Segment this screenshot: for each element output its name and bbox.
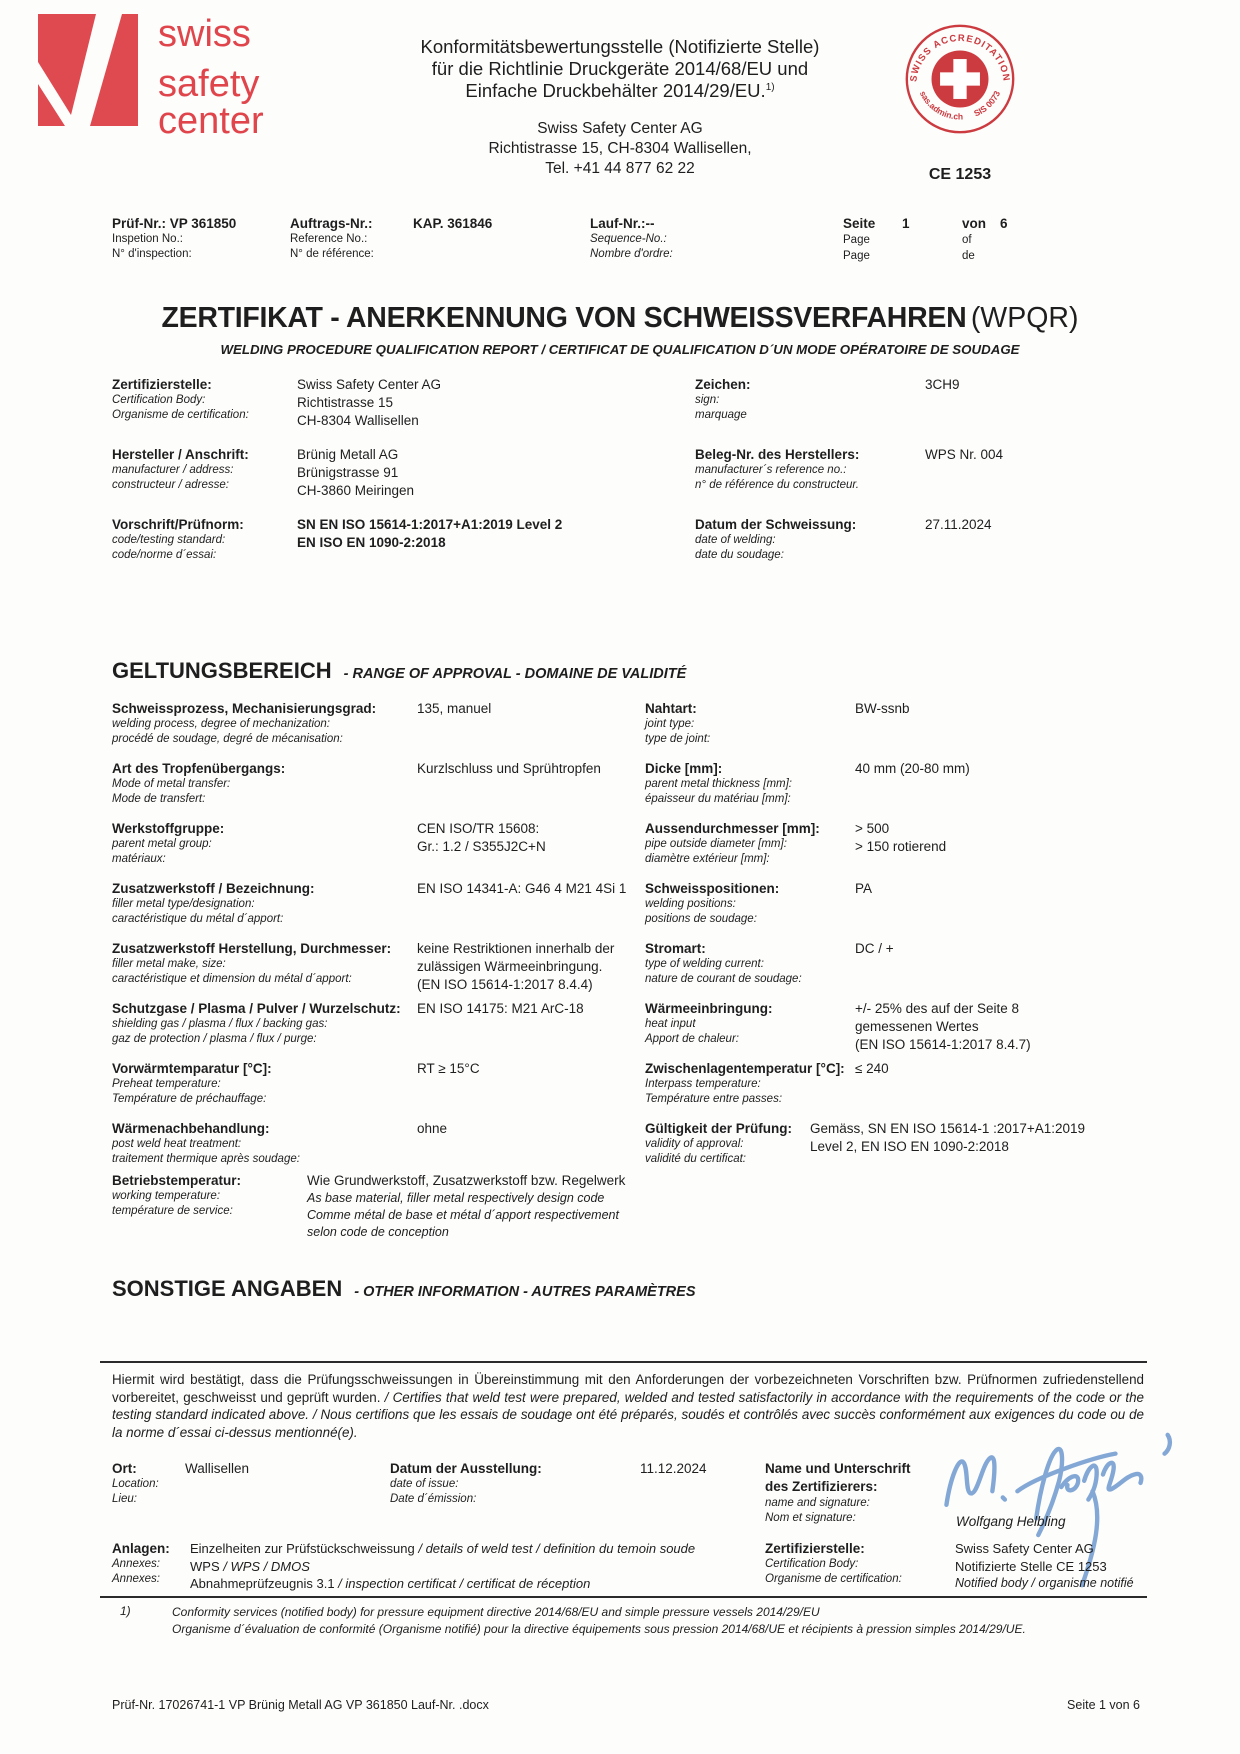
row-working-temperature: Betriebstemperatur: working temperature: température de service: Wie Grundwerkstoff, Zusatzwerkstoff bzw. Regelwerk As base material, filler metal respectively design code Comme métal de base et métal d´apport respectivement selon code de conception <box>112 1173 626 1239</box>
meta-row <box>0 215 1240 275</box>
statement-en: / Certifies that weld test were prepared, welded and tested satisfactorily in accordance with the requirements of the code or the testing standard indicated above. <box>112 1389 1144 1423</box>
annexes-label: Anlagen: Annexes: Annexes: <box>112 1541 170 1585</box>
page-indicator: Seite 1 von 6 <box>1067 1698 1140 1712</box>
sign-label: Zeichen: sign: marquage <box>695 377 751 421</box>
row-preheat-temperature: Vorwärmtemparatur [°C]: Preheat temperature: Température de préchauffage: RT ≥ 15°C Zwischenlagentemperatur [°C]: Interpass temperature: Température entre passes: ≤ 240 <box>112 1061 889 1105</box>
org-name: Swiss Safety Center AG <box>537 120 703 137</box>
swiss-accreditation-seal-icon <box>903 22 1017 136</box>
document-title <box>0 302 1240 357</box>
svg-text:sas.admin.ch: sas.admin.ch <box>917 89 964 122</box>
manufacturer-label: Hersteller / Anschrift: manufacturer / address: constructeur / adresse: <box>112 447 249 491</box>
title-line-3: Einfache Druckbehälter 2014/29/EU.$^{1)}$ <box>465 80 775 101</box>
title-line-1: Konformitätsbewertungsstelle (Notifizierte Stelle) <box>420 36 820 57</box>
document-subtitle: WELDING PROCEDURE QUALIFICATION REPORT / CERTIFICAT DE QUALIFICATION D´UN MODE OPÉRATOIRE DE SOUDAGE <box>220 342 1020 357</box>
order-number-block: Auftrags-Nr.: Reference No.: N° de référence: <box>290 216 374 260</box>
row-filler-metal-make: Zusatzwerkstoff Herstellung, Durchmesser: filler metal make, size: caractéristique et dimension du métal d´apport: keine Restriktionen innerhalb der zulässigen Wärmeeinbringung. (EN ISO 15614-1:2017 8.4.4) Stromart: type of welding current: nature de courant de soudage: DC / + <box>112 941 894 992</box>
swiss-safety-center-logo-icon <box>38 14 138 126</box>
sequence-number-block: Lauf-Nr.:-- Sequence-No.: Nombre d'ordre: <box>590 216 673 260</box>
manufacturer-ref-value: WPS Nr. 004 <box>925 447 1004 462</box>
code-standard-value: SN EN ISO 15614-1:2017+A1:2019 Level 2 EN ISO EN 1090-2:2018 <box>297 517 563 550</box>
title-line: ZERTIFIKAT - ANERKENNUNG VON SCHWEISSVERFAHREN (WPQR) <box>161 302 1079 334</box>
ce-number: CE 1253 <box>928 166 992 183</box>
row-pwht: Wärmenachbehandlung: post weld heat treatment: traitement thermique après soudage: ohne Gültigkeit der Prüfung: validity of approval: validité du certificat: Gemäss, SN EN ISO 15614-1 :2017+A1:2019 Level 2, EN ISO EN 1090-2:2018 <box>112 1121 1086 1165</box>
title-line-2: für die Richtlinie Druckgeräte 2014/68/EU und <box>431 58 809 79</box>
org-street: Richtistrasse 15, CH-8304 Wallisellen, <box>488 140 752 157</box>
manufacturer-value: Brünig Metall AG Brünigstrasse 91 CH-3860 Meiringen <box>297 447 415 498</box>
page-number-block: Seite 1 von 6 Page of Page de <box>843 216 1008 262</box>
issue-date-value: 11.12.2024 <box>640 1461 707 1476</box>
manufacturer-ref-label: Beleg-Nr. des Herstellers: manufacturer´s reference no.: n° de référence du constructeur. <box>695 447 860 491</box>
inspection-number-block: Prüf-Nr.: VP 361850 Inspetion No.: N° d'inspection: <box>112 216 237 260</box>
logo-checkmark-icon <box>38 14 138 126</box>
cert-body-value: Swiss Safety Center AG Richtistrasse 15 CH-8304 Wallisellen <box>297 377 442 428</box>
sign-value: 3CH9 <box>925 377 960 392</box>
other-information-heading: SONSTIGE ANGABEN - OTHER INFORMATION - AUTRES PARAMÈTRES <box>112 1276 696 1301</box>
org-phone: Tel. +41 44 877 62 22 <box>545 160 695 177</box>
pruef-nr: Prüf-Nr.: VP 361850 <box>112 216 237 231</box>
notified-body-title <box>335 36 905 102</box>
certificate-id-section <box>112 376 1140 563</box>
logo-wordmark <box>158 13 264 142</box>
issue-date-label: Datum der Ausstellung: date of issue: Date d´émission: <box>390 1461 542 1505</box>
page-total: 6 <box>1000 216 1008 231</box>
footnote-ref-superscript: 1) <box>765 81 775 93</box>
footnote-text: Conformity services (notified body) for pressure equipment directive 2014/68/EU and simple pressure vessels 2014/29/EU Organisme d´évaluation de conformité (Organisme notifié) pour la directive équipements sous pression 2014/68/UE et récipients à pression simples 2014/29/UE. <box>172 1605 1026 1636</box>
footnote-ref: 1) <box>120 1604 131 1618</box>
statement-fr: / Nous certifions que les essais de soudage ont été préparés, soudés et contrôlés avec succès conformément aux exigences du code ou de la norme d´essai ci-dessus mentionné(e). <box>112 1407 1144 1440</box>
row-filler-metal-designation: Zusatzwerkstoff / Bezeichnung: filler metal type/designation: caractéristique du métal d´apport: EN ISO 14341-A: G46 4 M21 4Si 1 Schweisspositionen: welding positions: positions de soudage: PA <box>112 881 873 925</box>
welding-date-label: Datum der Schweissung: date of welding: date du soudage: <box>695 517 857 561</box>
page-current: 1 <box>902 216 910 231</box>
document-filename: Prüf-Nr. 17026741-1 VP Brünig Metall AG VP 361850 Lauf-Nr. .docx <box>112 1698 489 1712</box>
logo-word-swiss: swiss <box>158 13 251 55</box>
certifier-printed-name: Wolfgang Helbling <box>956 1514 1066 1529</box>
logo-word-safety: safety <box>158 63 260 105</box>
divider-rule-top <box>100 1361 1147 1363</box>
location-value: Wallisellen <box>185 1461 250 1476</box>
code-standard-label: Vorschrift/Prüfnorm: code/testing standard: code/norme d´essai: <box>112 517 244 561</box>
footer-certification-body-label: Zertifizierstelle: Certification Body: Organisme de certification: <box>765 1541 902 1585</box>
row-parent-metal-group: Werkstoffgruppe: parent metal group: matériaux: CEN ISO/TR 15608: Gr.: 1.2 / S355J2C+N Aussendurchmesser [mm]: pipe outside diameter [mm]: diamètre extérieur [mm]: > 500 > 150 rotierend <box>112 821 947 865</box>
svg-text:SIS 0073: SIS 0073 <box>972 89 1003 119</box>
divider-rule-bottom <box>100 1596 1147 1598</box>
statement-de: Hiermit wird bestätigt, dass die Prüfungsschweissungen in Übereinstimmung mit den Anforderungen der vorbezeichneten Vorschriften bzw. Prüfnormen zufriedenstellend vorbereitet, geschweisst und geprüft wurden. <box>112 1372 1144 1405</box>
row-welding-process: Schweissprozess, Mechanisierungsgrad: welding process, degree of mechanization: procédé de soudage, degré de mécanisation: 135, manuel Nahtart: joint type: type de joint: BW-ssnb <box>112 701 910 745</box>
welding-date-value: 27.11.2024 <box>925 517 992 532</box>
certifier-name-label: Name und Unterschrift des Zertifizierers: name and signature: Nom et signature: <box>765 1461 911 1524</box>
header-center <box>335 36 905 179</box>
range-of-approval-section <box>112 700 1140 1180</box>
org-address <box>335 119 905 179</box>
location-label: Ort: Location: Lieu: <box>112 1461 159 1505</box>
row-shielding-gas: Schutzgase / Plasma / Pulver / Wurzelschutz: shielding gas / plasma / flux / backing gas: gaz de protection / plasma / flux / purge: EN ISO 14175: M21 ArC-18 Wärmeeinbringung: heat input Apport de chaleur: +/- 25% des auf der Seite 8 gemessenen Wertes (EN ISO 15614-1:2017 8.4.7) <box>112 1001 1031 1052</box>
cert-body-label: Zertifizierstelle: Certification Body: Organisme de certification: <box>112 377 249 421</box>
order-number-value: KAP. 361846 <box>413 216 493 231</box>
footer-certification-body-values: Swiss Safety Center AG Notifizierte Stelle CE 1253 Notified body / organisme notifié <box>955 1541 1134 1590</box>
logo-word-center: center <box>158 100 264 142</box>
svg-text:SWISS ACCREDITATION: SWISS ACCREDITATION <box>908 32 1012 83</box>
range-of-approval-heading: GELTUNGSBEREICH - RANGE OF APPROVAL - DOMAINE DE VALIDITÉ <box>112 658 687 683</box>
row-metal-transfer: Art des Tropfenübergangs: Mode of metal transfer: Mode de transfert: Kurzlschluss und Sprühtropfen Dicke [mm]: parent metal thickness [mm]: épaisseur du matériau [mm]: 40 mm (20-80 mm) <box>112 761 970 805</box>
annexes-values: Einzelheiten zur Prüfstückschweissung / details of weld test / definition du temoin soude WPS / WPS / DMOS Abnahmeprüfzeugnis 3.1 / inspection certificat / certificat de réception <box>190 1541 696 1591</box>
